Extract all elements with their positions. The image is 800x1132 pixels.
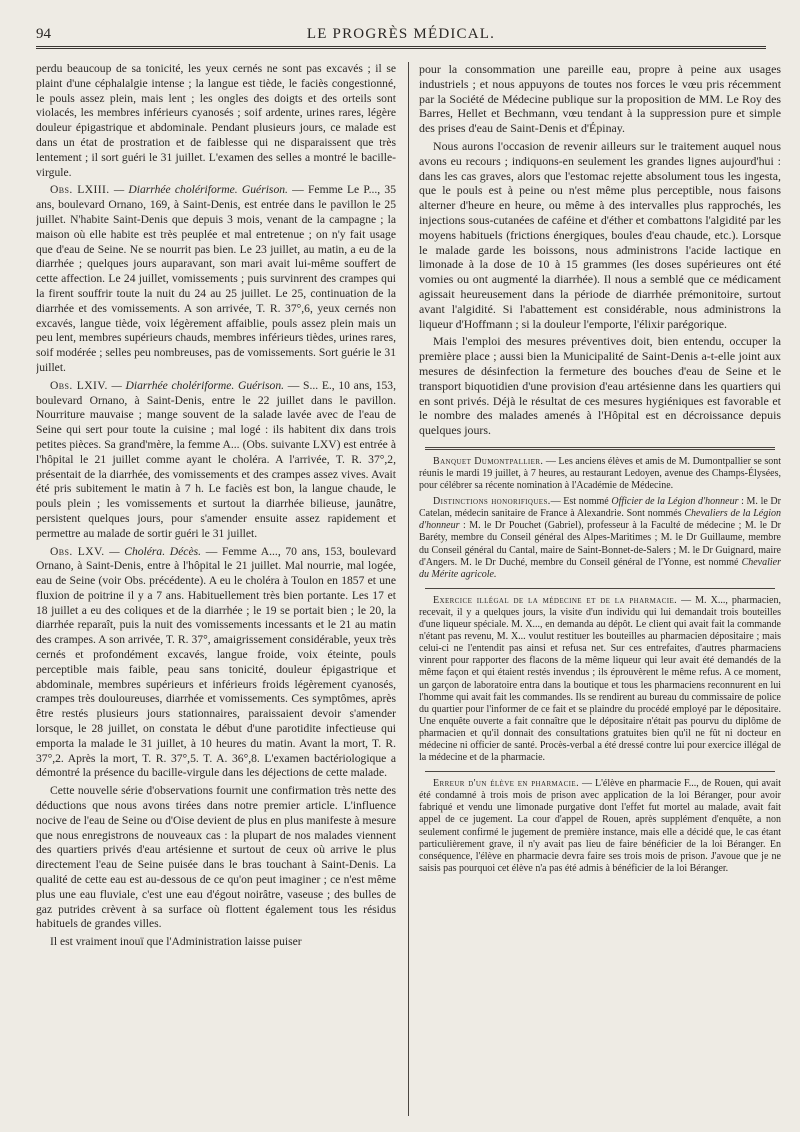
observation-63: [36, 183, 396, 375]
erreur-heading: Erreur d'un élève en pharmacie.: [433, 778, 579, 790]
obs63-title: — Diarrhée cholériforme. Guérison.: [113, 183, 288, 197]
left-column-main-text: [36, 62, 396, 950]
obs65-label: Obs. LXV.: [50, 544, 105, 558]
obs64-label: Obs. LXIV.: [50, 378, 108, 392]
distinctions-text-1: — Est nommé: [550, 496, 612, 508]
distinctions-chevaliers: Chevaliers de la Légion d'honneur: [419, 508, 781, 532]
right-column-main-text: [419, 62, 781, 438]
banquet-body: — Les anciens élèves et amis de M. Dumontpallier se sont réunis le mardi 19 juillet, à 7 heures, au restaurant Ledoyen, avenue des Champs-Élysées, pour célébrer sa récente nomination à l'Académie de Médecine.: [419, 455, 781, 492]
erreur-item: [419, 778, 781, 875]
banquet-heading: Banquet Dumontpallier.: [433, 455, 544, 467]
obs65-body: — Femme A..., 70 ans, 153, boulevard Ornano, à Saint-Denis, entre à l'hôpital le 21 juillet. Mal nourrie, mal logée, eau de Seine (voir Obs. précédente). A eu le choléra à Toulon en 1857 et une fluxion de poitrine il y a 7 ans. Habituellement très bien portante. Les 17 et 18 juillet a eu des coliques et de la diarrhée ; le 19 se portait bien ; le 20, la diarrhée reparaît, puis la nuit des vomissements incessants et le 21 au matin des crampes. A son arrivée, T. R. 37°, amaigrissement considérable, yeux très cernés et profondément excavés, langue froide, voix éteinte, pouls perceptible mais faible, peau sans tonicité, douleur épigastrique et abdominale, membres supérieurs et inférieurs froids légèrement cyanosés, crampes très douloureuses, diarrhée et vomissements. Ces symptômes, après être restés plusieurs jours stationnaires, paraissaient devoir s'amender lorsque, le 28 juillet, on constata le début d'une parotidite infectieuse qui emporta la malade le 31 juillet, à 10 heures du matin. Avant la mort, T. R. 37°,2. Après la mort, T. R. 37°,5. T. A. 36°,8. L'examen bactériologique a démontré la présence du bacille-virgule dans les déjections de cette malade.: [36, 544, 396, 780]
distinctions-text-2: : M. le Dr Catelan, médecin sanitaire de France à Alexandrie. Sont nommés: [419, 496, 781, 520]
news-divider-2: [425, 771, 775, 772]
treatment-paragraph: Nous aurons l'occasion de revenir ailleurs sur le traitement auquel nous avons eu recours ; indiquons-en seulement les grandes lignes aujourd'hui : dans les cas graves, alors que l'estomac rejette absolument tous les ingesta, que le pouls est à peine ou n'est même plus perceptible, nous faisons alterner d'heure en heure, ou même à des intervalles plus rapprochés, les injections sous-cutanées de caféine et d'éther et combattons l'algidité par les moyens habituels (frictions énergiques, boules d'eau chaude, etc.). Lorsque le malade garde les boissons, nous administrons l'acide lactique en limonade à la dose de 10 à 15 grammes (les doses supérieures ont été vomies ou ont augmenté la diarrhée). Il nous a semblé que ce médicament agissait heureusement dans la période de diarrhée prémonitoire, surtout avant l'algidité. Si l'abattement est considérable, nous administrons la liqueur d'Hoffmann ; si la douleur l'emporte, l'élixir parégorique.: [419, 138, 781, 331]
obs63-label: Obs. LXIII.: [50, 183, 110, 197]
intro-paragraph: perdu beaucoup de sa tonicité, les yeux cernés ne sont pas excavés ; il se plaint d'une céphalalgie intense ; la langue est tiède, le faciès congestionné, le pouls assez plein, mais lent ; les ongles des doigts et des orteils sont violacés, les membres inférieurs cyanosés ; soif ardente, urines rares, légère douleur épigastrique et abdominale. Pendant plusieurs jours, ce malade est dans un état de prostration et de faiblesse qui ne disparaissent que très lentement ; il sort guéri le 31 juillet. L'examen des selles a montré le bacille-virgule.: [36, 62, 396, 179]
exercice-body: — M. X..., pharmacien, recevait, il y a quelques jours, la visite d'un individu qui lui demandait trois bouteilles d'une liqueur spéciale. M. X..., en demanda au dépôt. Le client qui avait fait la commande n'étant pas revenu, M. X... voulut restituer les bouteilles au pharmacien dépositaire ; mais celui-ci ne l'entendit pas ainsi et refusa net. Sur ces entrefaites, d'autres pharmaciens vinrent pour rapporter des flacons de la même liqueur qui leur avait été demandés de la même façon et qui étaient restés invendus ; ils éprouvèrent le même refus. A ce moment, un garçon de laboratoire entra dans la boutique et tous les pharmaciens reconnurent en lui l'homme qui avait fait les commandes. Ils se rendirent au bureau du commissaire de police du quartier pour l'informer de ce fait et se plaindre du procédé employé par le dépositaire. Une enquête ouverte a fait connaître que le dépositaire n'était pas pourvu du diplôme de pharmacien et qu'il donnait des consultations gratuites bien qu'il ne fût ni docteur en médecine ni officier de santé. Procès-verbal a été dressé contre lui pour exercice illégal de la médecine et de la pharmacie.: [419, 594, 781, 764]
distinctions-heading: Distinctions honorifiques.: [433, 496, 551, 508]
news-divider-1: [425, 588, 775, 589]
left-column: [36, 62, 396, 1118]
distinctions-merite: Chevalier du Mérite agricole.: [419, 556, 781, 580]
conclusion-paragraph: Cette nouvelle série d'observations fournit une confirmation très nette des déductions que nous avons tirées dans notre premier article. L'influence nocive de l'eau de Seine ou d'Oise devient de plus en plus manifeste à mesure que nous enregistrons de nouveaux cas : la plupart de nos malades viennent des quartiers privés d'eau artésienne et surtout de ceux où arrive le plus directement l'eau de Seine puisée dans le bras touchant à Saint-Denis. La qualité de cette eau est au-dessous de ce qu'on peut imaginer ; ce n'est même plus une eau fluviale, c'est une eau d'égout noirâtre, vaseuse ; des bulles de gaz putrides crèvent à sa surface où flottent également tous les résidus habituels de grandes villes.: [36, 784, 396, 931]
water-paragraph: pour la consommation une pareille eau, propre à peine aux usages industriels ; et nous appuyons de toutes nos forces le vœu pris récemment par la Société de Médecine publique sur la proposition de MM. Le Roy des Barres, Hellet et Bechmann, vœu tendant à la suppression pure et simple des prises d'eau de Saint-Denis et d'Épinay.: [419, 62, 781, 136]
right-column: [419, 62, 781, 1118]
obs65-title: — Choléra. Décès.: [109, 544, 202, 558]
column-divider: [408, 62, 409, 1116]
prevention-paragraph: Mais l'emploi des mesures préventives doit, bien entendu, occuper la première place ; aussi bien la Municipalité de Saint-Denis a-t-elle joint aux mesures de désinfection la fermeture des bouches d'eau de Seine et le transport biquotidien d'une provision d'eau artésienne dans les quartiers qui en sont privés. Déjà le résultat de ces mesures hygiéniques est favorable et le nombre des malades amenés à l'Hôpital est en décroissance depuis quelques jours.: [419, 334, 781, 438]
obs64-body: — S... E., 10 ans, 153, boulevard Ornano, à Saint-Denis, entre le 22 juillet dans le pavillon. Nourriture mauvaise ; mange souvent de la salade lavée avec de l'eau de Seine qui sert pour toute la cuisine ; mal logé : ils habitent dix dans trois petites pièces. Sa grand'mère, la femme A... (Obs. suivante LXV) est entrée à l'hôpital le 21 juillet comme ayant le choléra. A l'arrivée, T. R. 37°,2, présentait de la diarrhée, des vomissements et des crampes assez vives. Avait été pris subitement le matin à 7 h. Le faciès est bon, la langue chaude, le pouls plein ; les vomissements et surtout la diarrhée bilieuse, jaunâtre, persistent quelques jours, pour s'amender ensuite assez rapidement et permettre au malade de sortir guéri le 31 juillet.: [36, 378, 396, 540]
news-section: [419, 456, 781, 875]
obs63-body: — Femme Le P..., 35 ans, boulevard Ornano, 169, à Saint-Denis, est entrée dans le pavillon le 25 juillet. N'habite Saint-Denis que depuis 3 mois, venant de la campagne ; la maison où elle habite est très peuplée et mal entretenue ; on n'y fait usage que d'eau de Seine. Ne se nourrit pas bien. Le 23 juillet, au matin, a eu de la diarrhée ; quelques jours auparavant, son mari avait lui-même souffert de cette affection. Le 24 juillet, vomissements ; puis survinrent des crampes qui la firent souffrir toute la nuit du 24 au 25 juillet. Le 25, continuation de la diarrhée et des vomissements. A son arrivée, T. R. 37°,6, yeux cernés non excavés, langue tiède, voix légèrement affaiblie, pouls assez plein mais un peu lent, membres supérieurs chauds, membres inférieurs tièdes, urines rares, soif modérée ; selles peu nombreuses, pas de vomissements. Sort guérie le 31 juillet.: [36, 183, 396, 374]
obs64-title: — Diarrhée cholériforme. Guérison.: [111, 378, 285, 392]
distinctions-officer: Officier de la Légion d'honneur: [611, 496, 739, 508]
page-number: 94: [36, 26, 51, 42]
exercice-heading: Exercice illégal de la médecine et de la pharmacie.: [433, 594, 678, 606]
banquet-item: [419, 456, 781, 492]
page-header: [36, 26, 766, 49]
section-divider: [425, 447, 775, 450]
observation-65: [36, 545, 396, 782]
erreur-body: — L'élève en pharmacie F..., de Rouen, qui avait été condamné à trois mois de prison avec application de la loi Béranger, pour avoir fabriqué et vendu une limonade purgative dont l'effet fut mortel au malade, avait fait appel de ce jugement. La cour d'appel de Rouen, après supplément d'enquête, a non seulement confirmé le jugement de première instance, mais elle a décidé que, le cas étant particulièrement grave, il n'y avait pas lieu de faire bénéficier de la loi Béranger. En conséquence, l'élève en pharmacie devra faire ses trois mois de prison. J'avoue que je ne saisis pas pourquoi cet élève n'a pas été admis à bénéficier de la loi Béranger.: [419, 778, 781, 874]
distinctions-text-3: : M. le Dr Pouchet (Gabriel), professeur à la Faculté de médecine ; M. le Dr Baréty, membre du Conseil général des Alpes-Maritimes ; M. le Dr Guillaume, membre du Conseil général du Cantal, maire de Saint-Bonnet-de-Salers ; M. le Dr Guignard, maire d'Angers. M. le Dr Duché, membre du Conseil général de l'Yonne, est nommé: [419, 520, 781, 568]
exercice-item: [419, 595, 781, 764]
continued-line: Il est vraiment inouï que l'Administration laisse puiser: [50, 935, 302, 949]
journal-title: LE PROGRÈS MÉDICAL.: [306, 26, 496, 42]
observation-64: [36, 379, 396, 542]
distinctions-item: [419, 496, 781, 581]
